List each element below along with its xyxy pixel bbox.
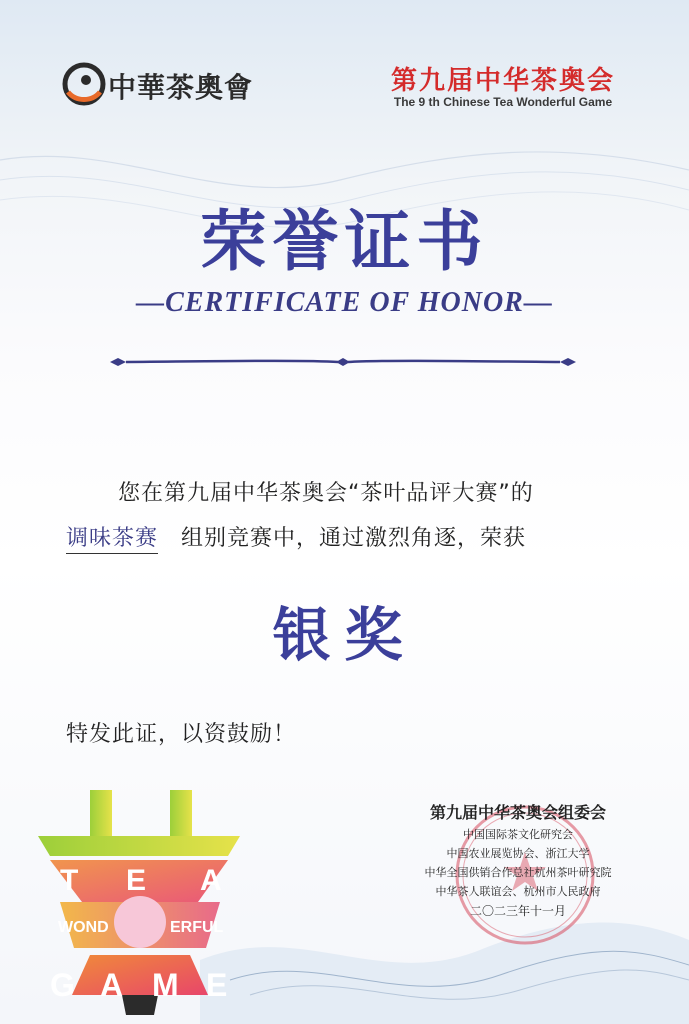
award-title: 银奖: [272, 601, 417, 669]
logo-letter-a2: A: [100, 967, 124, 1003]
organizer-4: 中华茶人联谊会、杭州市人民政府: [435, 885, 601, 898]
organization-logo-icon: [62, 62, 106, 106]
logo-letter-m: M: [152, 967, 179, 1003]
certificate-title-cn: 荣誉证书: [200, 202, 489, 280]
logo-letter-e: E: [126, 864, 147, 897]
organizer-3: 中华全国供销合作总社杭州茶叶研究院: [424, 866, 612, 879]
organizer-2: 中国农业展览协会、浙江大学: [446, 847, 590, 860]
logo-word-erful: ERFUL: [170, 919, 224, 936]
divider-ornament: [108, 352, 578, 372]
logo-letter-g: G: [50, 967, 75, 1003]
certificate-title-en: —CERTIFICATE OF HONOR—: [136, 287, 553, 318]
body-text-line-1: 您在第九届中华茶奥会“茶叶品评大赛”的: [118, 481, 534, 506]
organization-logo-text: 中華茶奧會: [108, 71, 254, 104]
issue-date: 二〇二三年十一月: [469, 904, 566, 918]
tea-wonderful-game-logo: [30, 790, 250, 1015]
event-title-en: The 9 th Chinese Tea Wonderful Game: [393, 95, 613, 109]
body-text-line-2: 组别竞赛中，通过激烈角逐，荣获: [181, 526, 527, 551]
organizer-1: 中国国际茶文化研究会: [463, 828, 573, 841]
logo-word-wond: WOND: [58, 919, 109, 936]
logo-letter-a: A: [200, 864, 222, 897]
organizing-committee: 第九届中华茶奥会组委会: [429, 803, 606, 822]
logo-letter-t: T: [60, 864, 79, 897]
event-title-cn: 第九届中华茶奥会: [390, 66, 615, 96]
logo-letter-e2: E: [206, 967, 228, 1003]
competition-category: 调味茶赛: [66, 521, 158, 554]
closing-text: 特发此证，以资鼓励！: [66, 722, 297, 747]
